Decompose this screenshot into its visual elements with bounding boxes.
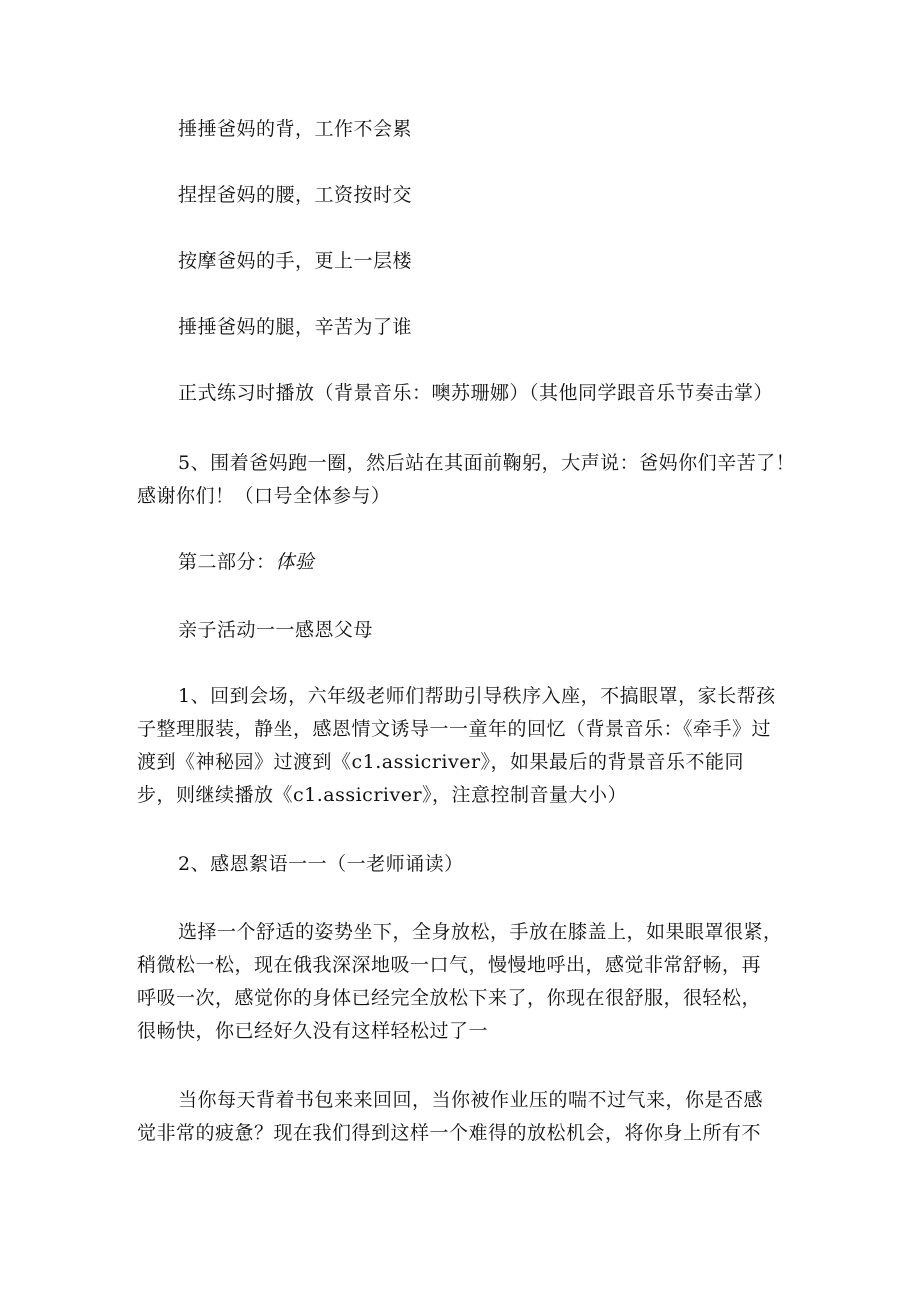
relax-line-2: 稍微松一松，现在俄我深深地吸一口气，慢慢地呼出，感觉非常舒畅，再 xyxy=(137,954,762,976)
relax-line-4: 很畅快，你已经好久没有这样轻松过了一 xyxy=(137,1020,489,1042)
poem-line-2: 捏捏爸妈的腰，工资按时交 xyxy=(178,184,413,206)
relax-line-1: 选择一个舒适的姿势坐下，全身放松，手放在膝盖上，如果眼罩很紧， xyxy=(178,921,783,943)
para-line-2: 觉非常的疲惫？现在我们得到这样一个难得的放松机会，将你身上所有不 xyxy=(137,1122,762,1144)
step-2-heading: 2、感恩絮语一一（一老师诵读） xyxy=(178,853,464,875)
step-1-line-4: 步，则继续播放《c1.assicriver》，注意控制音量大小） xyxy=(137,784,628,806)
poem-line-3: 按摩爸妈的手，更上一层楼 xyxy=(178,250,413,272)
step-5-line-2: 感谢你们！（口号全体参与） xyxy=(137,485,391,507)
section-heading-label: 第二部分： xyxy=(178,551,276,573)
step-5-line-1: 5、围着爸妈跑一圈，然后站在其面前鞠躬，大声说：爸妈你们辛苦了！ xyxy=(178,452,796,474)
practice-note: 正式练习时播放（背景音乐：噢苏珊娜）（其他同学跟音乐节奏击掌） xyxy=(178,382,774,404)
poem-line-1: 捶捶爸妈的背，工作不会累 xyxy=(178,118,413,140)
step-1-line-2: 子整理服装，静坐，感恩情文诱导一一童年的回忆（背景音乐：《牵手》过 xyxy=(137,718,772,740)
relax-line-3: 呼吸一次，感觉你的身体已经完全放松下来了，你现在很舒服，很轻松， xyxy=(137,987,762,1009)
activity-title: 亲子活动一一感恩父母 xyxy=(178,619,374,641)
para-line-1: 当你每天背着书包来来回回，当你被作业压的喘不过气来，你是否感 xyxy=(178,1089,764,1111)
section-heading xyxy=(178,546,838,579)
section-heading-title: 体验 xyxy=(275,551,315,573)
step-1-line-1: 1、回到会场，六年级老师们帮助引导秩序入座，不搞眼罩，家长帮孩 xyxy=(178,685,776,707)
step-1-line-3: 渡到《神秘园》过渡到《c1.assicriver》，如果最后的背景音乐不能同 xyxy=(137,751,745,773)
poem-line-4: 捶捶爸妈的腿，辛苦为了谁 xyxy=(178,316,413,338)
